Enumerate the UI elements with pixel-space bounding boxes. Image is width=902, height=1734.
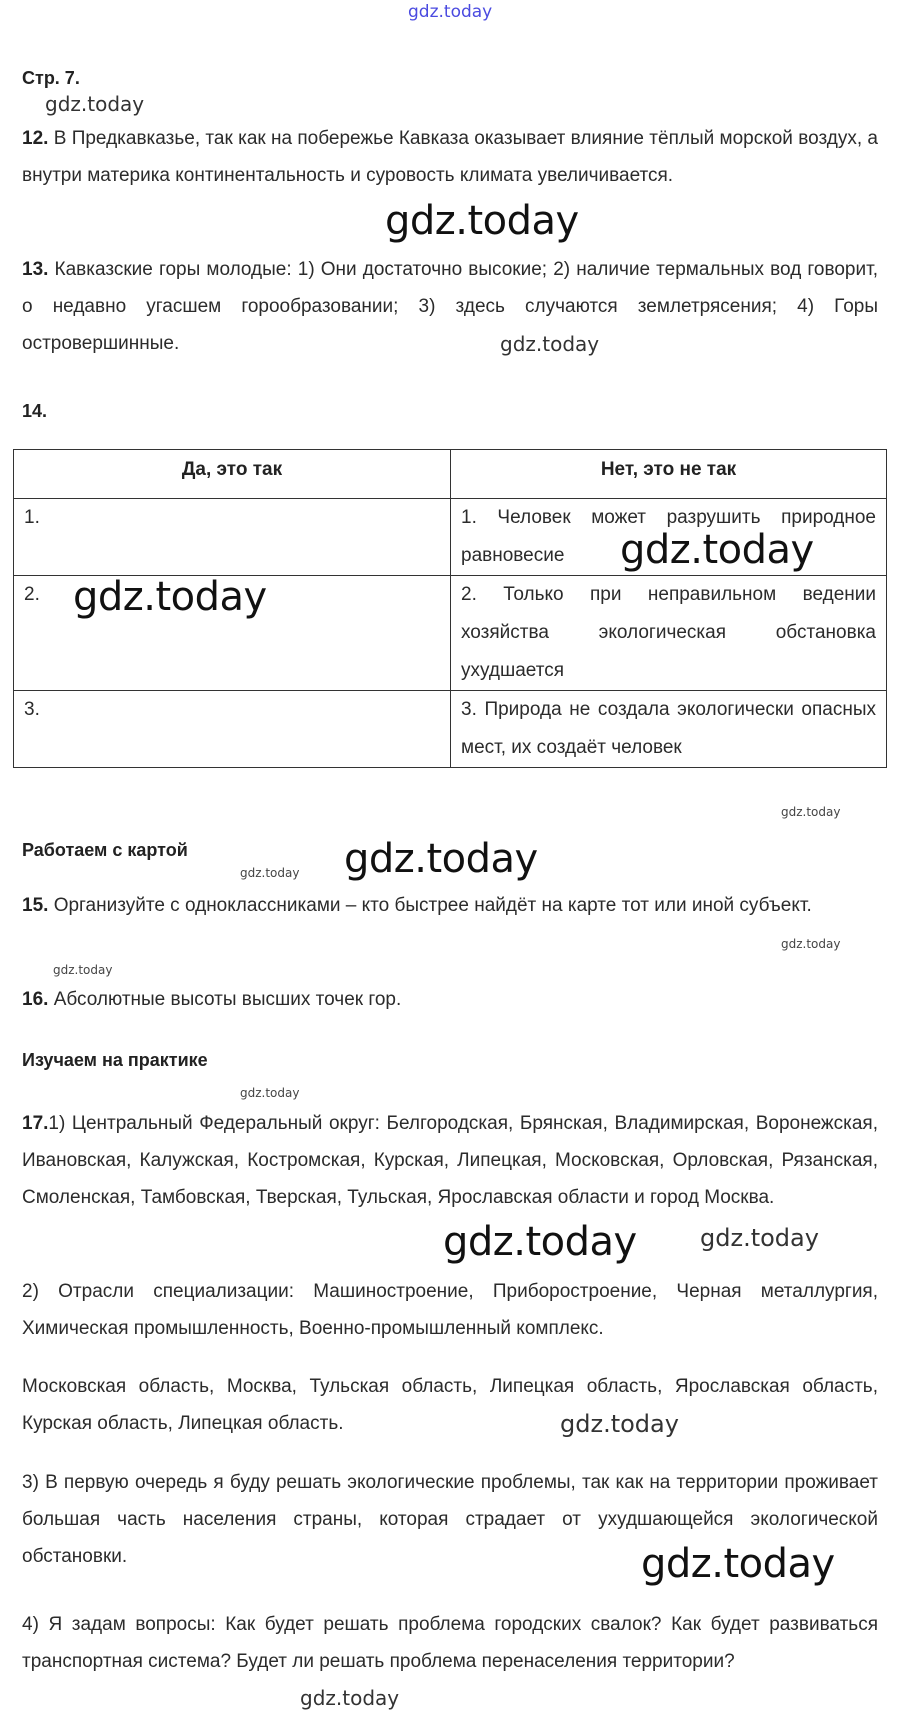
table-header-row (14, 450, 887, 499)
answer-number: 16. (22, 989, 49, 1010)
watermark: gdz.today (620, 527, 814, 573)
answer-13 (22, 251, 878, 362)
table-cell: 1. Человек может разрушить природное равновесие (451, 499, 887, 576)
answer-17-part-4: 4) Я задам вопросы: Как будет решать проблема городских свалок? Как будет развиваться транспортная система? Будет ли решать проблема перенаселения территории? (22, 1614, 878, 1672)
answer-15 (22, 887, 878, 924)
table-cell: 2. (14, 576, 451, 691)
watermark: gdz.today (240, 866, 300, 880)
answer-17-regions: Московская область, Москва, Тульская область, Липецкая область, Ярославская область, Курская область, Липецкая область. (22, 1376, 878, 1434)
answer-number: 17. (22, 1113, 49, 1134)
watermark: gdz.today (641, 1541, 835, 1587)
page-label: Стр. 7. (22, 68, 80, 88)
answer-12 (22, 120, 878, 194)
answer-17-part-2: 2) Отрасли специализации: Машиностроение, Приборостроение, Черная металлургия, Химическая промышленность, Военно-промышленный комплекс. (22, 1281, 878, 1339)
table-row (14, 691, 887, 768)
watermark: gdz.today (300, 1686, 400, 1710)
answer-text: В Предкавказье, так как на побережье Кавказа оказывает влияние тёплый морской воздух, а внутри материка континентальность и суровость климата увеличивается. (22, 128, 878, 186)
watermark: gdz.today (500, 332, 600, 356)
answer-number: 13. (22, 259, 49, 280)
table-cell: 1. (14, 499, 451, 576)
watermark: gdz.today (385, 198, 579, 244)
answer-text: Кавказские горы молодые: 1) Они достаточно высокие; 2) наличие термальных вод говорит, о недавно угасшем горообразовании; 3) здесь случаются землетрясения; 4) Горы островершинные. (22, 259, 878, 354)
watermark: gdz.today (73, 574, 267, 620)
table-cell: 3. (14, 691, 451, 768)
watermark: gdz.today (240, 1086, 300, 1100)
answer-number: 12. (22, 128, 49, 149)
watermark: gdz.today (781, 805, 841, 819)
answer-number: 15. (22, 895, 49, 916)
table-cell: 2. Только при неправильном ведении хозяйства экологическая обстановка ухудшается (451, 576, 887, 691)
table-header: Да, это так (14, 450, 451, 499)
watermark: gdz.today (700, 1224, 819, 1252)
answer-text: Абсолютные высоты высших точек гор. (48, 989, 402, 1010)
watermark-top[interactable]: gdz.today (408, 2, 493, 22)
watermark: gdz.today (53, 963, 113, 977)
answer-17-part-3: 3) В первую очередь я буду решать экологические проблемы, так как на территории проживает большая часть населения страны, которая страдает от ухудшающейся экологической обстановки. (22, 1472, 878, 1567)
watermark: gdz.today (45, 92, 145, 116)
watermark: gdz.today (443, 1219, 637, 1265)
watermark: gdz.today (344, 836, 538, 882)
answer-text: 1) Центральный Федеральный округ: Белгородская, Брянская, Владимирская, Воронежская, Ивановская, Калужская, Костромская, Курская, Липецкая, Московская, Орловская, Рязанская, Смоленская, Тамбовская, Тверская, Тульская, Ярославская области и город Москва. (22, 1113, 878, 1208)
watermark: gdz.today (560, 1410, 679, 1438)
answer-17-part-1 (22, 1105, 878, 1216)
answer-16 (22, 981, 878, 1018)
answer-text: Организуйте с одноклассниками – кто быстрее найдёт на карте тот или иной субъект. (48, 895, 812, 916)
table-header: Нет, это не так (451, 450, 887, 499)
table-cell: 3. Природа не создала экологически опасных мест, их создаёт человек (451, 691, 887, 768)
section-heading-map: Работаем с картой (22, 840, 188, 860)
section-heading-practice: Изучаем на практике (22, 1050, 208, 1070)
watermark: gdz.today (781, 937, 841, 951)
answer-14-number: 14. (22, 401, 48, 421)
